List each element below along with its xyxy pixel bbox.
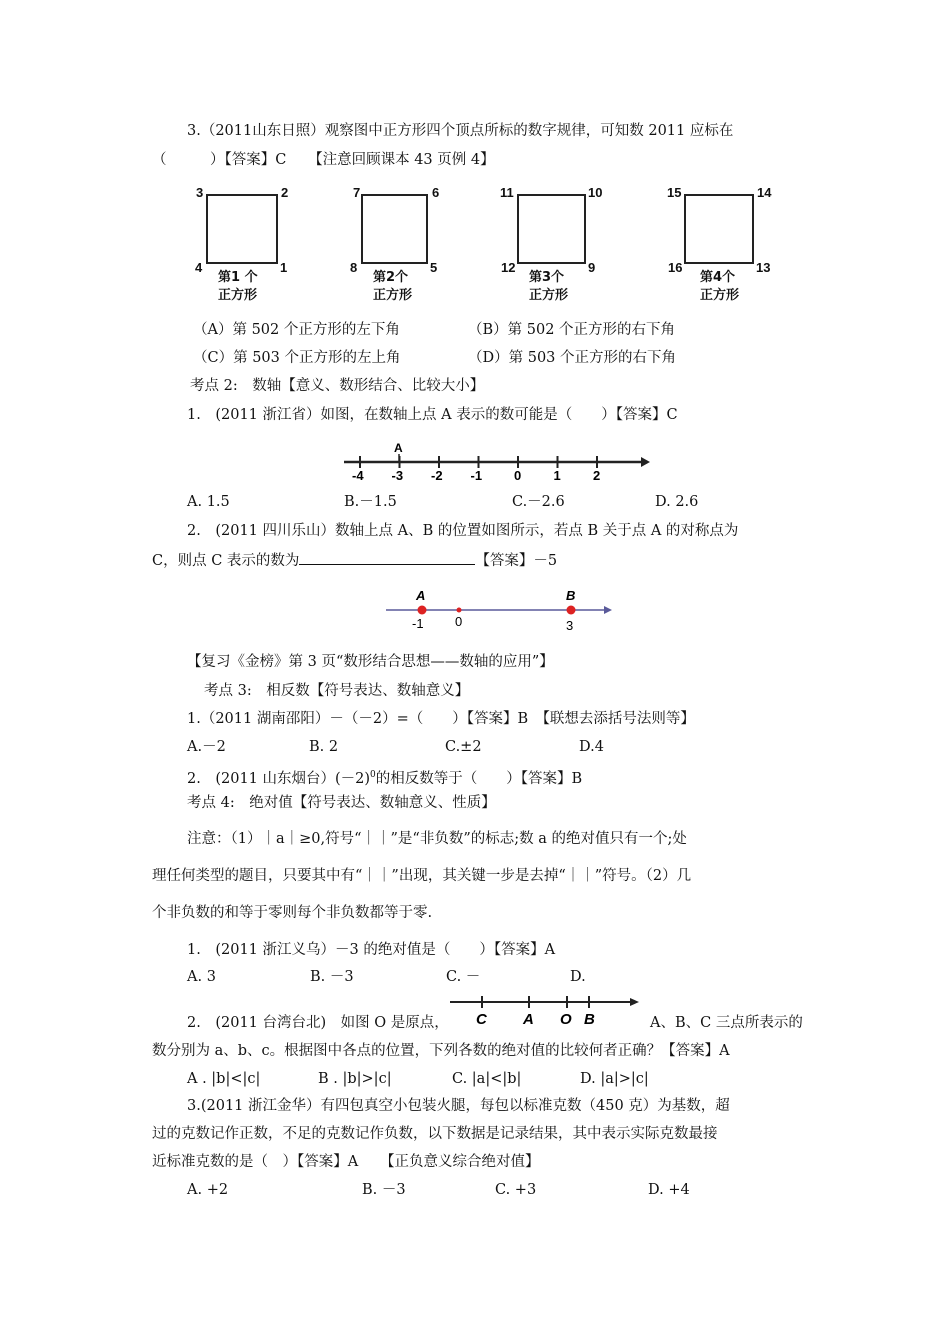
k4-title: 考点 4: 绝对值【符号表达、数轴意义、性质】 [187, 795, 496, 811]
square-4-caption-1: 第4个 [700, 270, 736, 285]
q3-line2: （ ）【答案】C 【注意回顾课本 43 页例 4】 [152, 152, 495, 168]
axis-2-value-a: -1 [412, 616, 424, 631]
axis-1-arrow [641, 457, 650, 467]
k4-note-2: 理任何类型的题目，只要其中有“｜｜”出现，其关键一步是去掉“｜｜”符号。（2）几 [152, 868, 692, 884]
k4-q2-opt-b: B . |b|>|c| [318, 1071, 392, 1087]
k4-q1-opt-c: C. － [446, 969, 481, 985]
square-1-tl: 3 [196, 185, 204, 200]
axis-3-label-a: A [523, 1011, 534, 1028]
k4-q3-line1: 3.(2011 浙江金华）有四包真空小包装火腿，每包以标准克数（450 克）为基数，超 [187, 1098, 730, 1114]
axis-3-arrow [630, 998, 639, 1006]
k4-q1-opt-d: D. [570, 969, 586, 985]
square-1 [206, 194, 278, 264]
square-1-bl: 4 [195, 260, 203, 275]
k4-q3-line3: 近标准克数的是（ ）【答案】A 【正负意义综合绝对值】 [152, 1154, 540, 1170]
k4-q3-opt-c: C. +3 [495, 1182, 537, 1198]
axis-2-point-b [567, 606, 576, 615]
square-2-tl: 7 [353, 185, 361, 200]
axis-3-label-b: B [584, 1011, 595, 1028]
k3-q2-exponent: 0 [370, 770, 376, 780]
square-3-tr: 10 [588, 185, 603, 200]
k2-q2-answer: 【答案】－5 [475, 553, 558, 569]
k3-q1-opt-b: B. 2 [309, 739, 339, 755]
q3-option-b: （B）第 502 个正方形的右下角 [468, 322, 676, 338]
k3-q1: 1.（2011 湖南邵阳）－（－2）=（ ）【答案】B 【联想去添括号法则等】 [187, 711, 695, 727]
review-note: 【复习《金榜》第 3 页“数形结合思想——数轴的应用”】 [187, 654, 554, 670]
square-1-caption-2: 正方形 [218, 288, 258, 303]
k4-note-3: 个非负数的和等于零则每个非负数都等于零. [152, 905, 433, 921]
axis-1-tick-label: -3 [391, 468, 404, 483]
axis-1-tick-label: -4 [352, 468, 364, 483]
number-line-3 [446, 992, 646, 1028]
k3-q2-text-a: 2. (2011 山东烟台）(－2) [187, 770, 371, 787]
k3-title: 考点 3: 相反数【符号表达、数轴意义】 [204, 683, 470, 699]
square-4-tr: 14 [757, 185, 772, 200]
square-2-br: 5 [430, 260, 438, 275]
k2-q1-opt-a: A. 1.5 [187, 494, 230, 510]
k3-q1-opt-a: A.－2 [187, 739, 226, 755]
number-line-1 [336, 438, 656, 484]
k3-q1-opt-d: D.4 [579, 739, 604, 755]
q3-option-a: （A）第 502 个正方形的左下角 [193, 322, 400, 338]
k4-q1-opt-b: B. －3 [310, 969, 354, 985]
square-2-tr: 6 [432, 185, 440, 200]
k2-q2-line1: 2. (2011 四川乐山）数轴上点 A、B 的位置如图所示，若点 B 关于点 A 的对称点为 [187, 523, 739, 539]
axis-2-point-a [418, 606, 427, 615]
axis-2-value-b: 3 [566, 618, 574, 633]
k4-q3-opt-a: A. +2 [187, 1182, 229, 1198]
k2-q2-line2 [152, 550, 557, 571]
k2-q1-opt-b: B.－1.5 [344, 494, 397, 510]
axis-1-tick-label: 0 [514, 468, 522, 483]
square-3-caption-2: 正方形 [529, 288, 569, 303]
k3-q2 [187, 765, 582, 789]
k2-title: 考点 2: 数轴【意义、数形结合、比较大小】 [190, 378, 485, 394]
square-4-br: 13 [756, 260, 771, 275]
k4-note-1: 注意：（1）｜a｜≥0,符号“｜｜”是“非负数”的标志;数 a 的绝对值只有一个;处 [187, 831, 687, 847]
k4-q2-opt-d: D. |a|>|c| [580, 1071, 649, 1087]
k2-q2-line2-text: C，则点 C 表示的数为 [152, 553, 300, 569]
axis-2-value-o: 0 [455, 614, 463, 629]
axis-1-tick-label: 1 [553, 468, 561, 483]
k3-q2-text-b: 的相反数等于（ ）【答案】B [375, 770, 583, 787]
square-3-caption-1: 第3个 [529, 270, 565, 285]
k4-q3-opt-b: B. －3 [362, 1182, 406, 1198]
q3-option-d: （D）第 503 个正方形的右下角 [468, 350, 677, 366]
k3-q1-opt-c: C.±2 [445, 739, 482, 755]
square-2-caption-2: 正方形 [373, 288, 413, 303]
number-line-2 [384, 586, 616, 634]
axis-1-tick-label: -2 [431, 468, 443, 483]
k4-q1-opt-a: A. 3 [187, 969, 216, 985]
k4-q2-line2: 数分别为 a、b、c。根据图中各点的位置，下列各数的绝对值的比较何者正确？【答案】A [152, 1043, 730, 1059]
square-3 [517, 194, 586, 264]
k4-q3-line2: 过的克数记作正数，不足的克数记作负数，以下数据是记录结果，其中表示实际克数最接 [152, 1126, 718, 1142]
answer-blank [299, 550, 475, 565]
k4-q1: 1. (2011 浙江义乌）－3 的绝对值是（ ）【答案】A [187, 942, 556, 958]
axis-2-origin [457, 608, 462, 613]
square-4-bl: 16 [668, 260, 683, 275]
k4-q3-opt-d: D. +4 [648, 1182, 690, 1198]
axis-1-tick-label: -1 [470, 468, 483, 483]
square-3-br: 9 [588, 260, 596, 275]
square-1-tr: 2 [281, 185, 289, 200]
k2-q1-opt-c: C.－2.6 [512, 494, 565, 510]
q3-line1: 3.（2011山东日照）观察图中正方形四个顶点所标的数字规律，可知数 2011 应标在 [187, 123, 734, 139]
k4-q2-opt-a: A . |b|<|c| [187, 1071, 261, 1087]
square-2-caption-1: 第2个 [373, 270, 409, 285]
axis-2-label-b: B [566, 588, 576, 603]
axis-1-tick-label: 2 [593, 468, 601, 483]
k4-q2-tail: A、B、C 三点所表示的 [650, 1015, 803, 1031]
square-2-bl: 8 [350, 260, 358, 275]
axis-1-ticks [352, 456, 600, 483]
axis-3-label-o: O [560, 1011, 572, 1028]
square-2 [361, 194, 428, 264]
axis-3-label-c: C [476, 1011, 487, 1028]
axis-2-arrow [604, 606, 612, 614]
square-4 [684, 194, 754, 264]
axis-2-label-a: A [416, 588, 426, 603]
k2-q1-opt-d: D. 2.6 [655, 494, 699, 510]
square-1-br: 1 [280, 260, 288, 275]
k4-q2-opt-c: C. |a|<|b| [452, 1071, 522, 1087]
square-4-caption-2: 正方形 [700, 288, 740, 303]
q3-option-c: （C）第 503 个正方形的左上角 [193, 350, 401, 366]
square-1-caption-1: 第1 个 [218, 270, 258, 285]
k4-q2-head: 2. (2011 台湾台北) 如图 O 是原点， [187, 1015, 449, 1031]
square-4-tl: 15 [667, 185, 682, 200]
square-3-tl: 11 [500, 185, 514, 200]
k2-q1: 1. (2011 浙江省）如图，在数轴上点 A 表示的数可能是（ ）【答案】C [187, 407, 678, 423]
square-3-bl: 12 [501, 260, 516, 275]
axis-1-point-a: A [394, 441, 403, 455]
